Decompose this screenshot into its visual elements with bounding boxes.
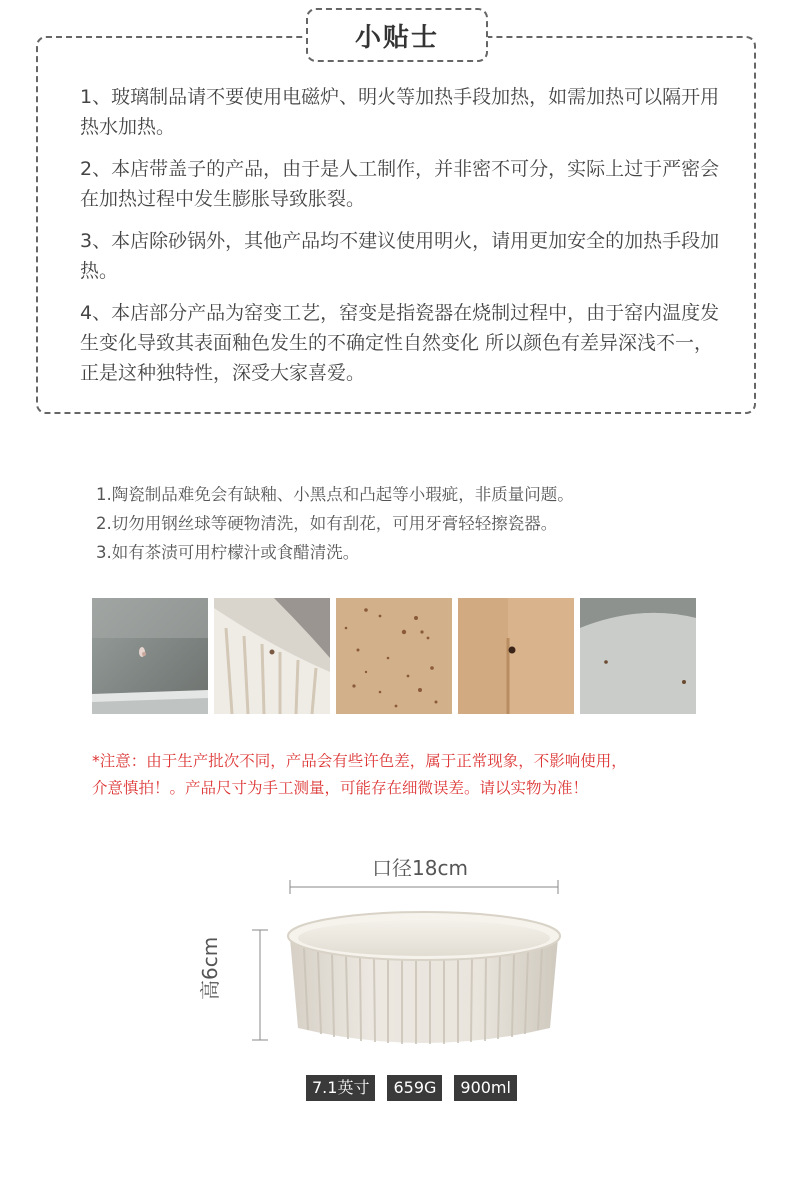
spec-weight-badge: 659G (387, 1075, 442, 1101)
diameter-label: 口径18cm (372, 856, 468, 880)
tip-1: 1、玻璃制品请不要使用电磁炉、明火等加热手段加热，如需加热可以隔开用热水加热。 (80, 86, 720, 138)
warning-line-1: *注意：由于生产批次不同，产品会有些许色差，属于正常现象，不影响使用， (92, 752, 627, 770)
spec-badges (306, 1075, 517, 1101)
spec-size-badge: 7.1英寸 (306, 1075, 375, 1101)
care-note-2: 2.切勿用钢丝球等硬物清洗，如有刮花，可用牙膏轻轻擦瓷器。 (96, 514, 558, 533)
tips-title: 小贴士 (354, 22, 439, 53)
tip-3: 3、本店除砂锅外，其他产品均不建议使用明火，请用更加安全的加热手段加热。 (80, 230, 720, 282)
bowl-image (284, 908, 564, 1058)
warning-line-2: 介意慎拍！。产品尺寸为手工测量，可能存在细微误差。请以实物为准！ (92, 779, 589, 797)
height-label: 高6cm (198, 936, 222, 1000)
tip-2: 2、本店带盖子的产品，由于是人工制作，并非密不可分，实际上过于严密会在加热过程中发生膨胀导致胀裂。 (80, 158, 720, 210)
care-note-3: 3.如有茶渍可用柠檬汁或食醋清洗。 (96, 543, 360, 562)
care-note-1: 1.陶瓷制品难免会有缺釉、小黑点和凸起等小瑕疵，非质量问题。 (96, 485, 574, 504)
tip-4: 4、本店部分产品为窑变工艺，窑变是指瓷器在烧制过程中，由于窑内温度发生变化导致其表面釉色发生的不确定性自然变化 所以颜色有差异深浅不一，正是这种独特性，深受大家喜爱。 (80, 302, 720, 384)
spec-capacity-badge: 900ml (454, 1075, 517, 1101)
